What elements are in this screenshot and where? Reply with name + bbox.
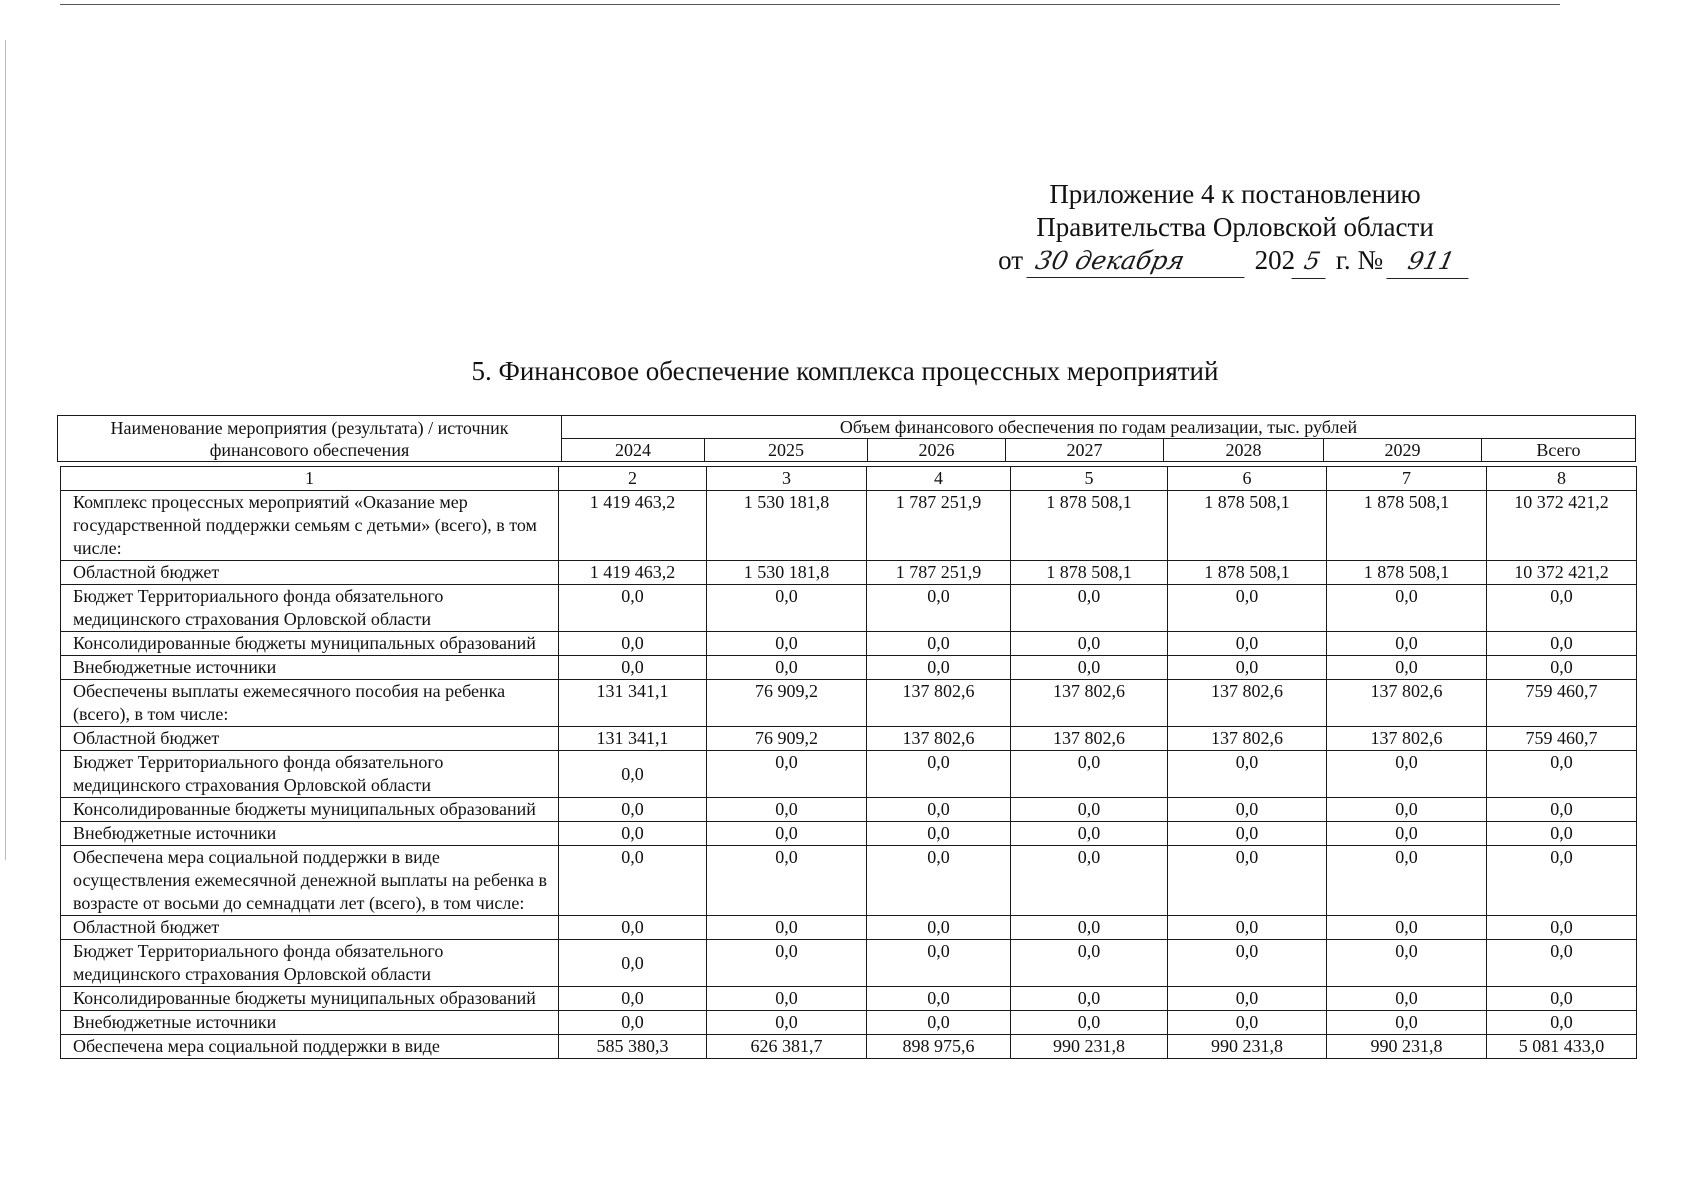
header-year-cell: 2029 bbox=[1324, 439, 1482, 462]
value-cell: 137 802,6 bbox=[1327, 680, 1487, 727]
value-cell: 0,0 bbox=[1487, 822, 1637, 846]
value-cell: 0,0 bbox=[559, 987, 707, 1011]
value-cell: 0,0 bbox=[707, 751, 867, 798]
row-name-cell: Бюджет Территориального фонда обязательного медицинского страхования Орловской области bbox=[61, 585, 559, 632]
column-number-row bbox=[61, 467, 1637, 491]
value-cell: 0,0 bbox=[1011, 916, 1168, 940]
value-cell: 990 231,8 bbox=[1327, 1035, 1487, 1059]
value-cell: 1 530 181,8 bbox=[707, 561, 867, 585]
value-cell: 0,0 bbox=[559, 822, 707, 846]
column-number-cell: 4 bbox=[867, 467, 1011, 491]
value-cell: 0,0 bbox=[559, 751, 707, 798]
value-cell: 0,0 bbox=[1168, 1011, 1327, 1035]
value-cell: 0,0 bbox=[867, 585, 1011, 632]
value-cell: 0,0 bbox=[1011, 585, 1168, 632]
row-name-cell: Консолидированные бюджеты муниципальных образований bbox=[61, 632, 559, 656]
number-prefix: г. № bbox=[1335, 245, 1384, 275]
value-cell: 0,0 bbox=[1487, 798, 1637, 822]
table-row bbox=[61, 940, 1637, 987]
handwritten-date: 30 декабря bbox=[1026, 244, 1251, 278]
value-cell: 0,0 bbox=[707, 940, 867, 987]
column-number-cell: 8 bbox=[1487, 467, 1637, 491]
header-year-cell: 2028 bbox=[1164, 439, 1324, 462]
table-row bbox=[61, 680, 1637, 727]
value-cell: 0,0 bbox=[1487, 585, 1637, 632]
table-row bbox=[61, 1011, 1637, 1035]
value-cell: 0,0 bbox=[1168, 916, 1327, 940]
value-cell: 0,0 bbox=[559, 656, 707, 680]
table-row bbox=[61, 916, 1637, 940]
value-cell: 137 802,6 bbox=[1327, 727, 1487, 751]
value-cell: 0,0 bbox=[1168, 846, 1327, 916]
row-name-cell: Внебюджетные источники bbox=[61, 656, 559, 680]
value-cell: 0,0 bbox=[1011, 822, 1168, 846]
column-number-cell: 5 bbox=[1011, 467, 1168, 491]
value-cell: 0,0 bbox=[707, 1011, 867, 1035]
value-cell: 0,0 bbox=[1011, 940, 1168, 987]
value-cell: 759 460,7 bbox=[1487, 727, 1637, 751]
header-year-cell: Всего bbox=[1482, 439, 1636, 462]
value-cell: 898 975,6 bbox=[867, 1035, 1011, 1059]
value-cell: 0,0 bbox=[867, 632, 1011, 656]
value-cell: 10 372 421,2 bbox=[1487, 561, 1637, 585]
table-row bbox=[61, 822, 1637, 846]
column-number-cell: 6 bbox=[1168, 467, 1327, 491]
value-cell: 990 231,8 bbox=[1168, 1035, 1327, 1059]
value-cell: 1 530 181,8 bbox=[707, 491, 867, 561]
value-cell: 0,0 bbox=[1011, 632, 1168, 656]
scan-edge-left bbox=[5, 40, 6, 860]
table-row bbox=[61, 1035, 1637, 1059]
table-row bbox=[61, 561, 1637, 585]
value-cell: 0,0 bbox=[867, 798, 1011, 822]
value-cell: 0,0 bbox=[1168, 798, 1327, 822]
value-cell: 0,0 bbox=[559, 798, 707, 822]
value-cell: 0,0 bbox=[1487, 751, 1637, 798]
value-cell: 5 081 433,0 bbox=[1487, 1035, 1637, 1059]
value-cell: 1 878 508,1 bbox=[1011, 561, 1168, 585]
handwritten-number: 911 bbox=[1386, 245, 1475, 279]
value-cell: 1 419 463,2 bbox=[559, 491, 707, 561]
value-cell: 137 802,6 bbox=[1011, 727, 1168, 751]
value-cell: 0,0 bbox=[1487, 846, 1637, 916]
section-title-text: 5. Финансовое обеспечение комплекса процессных мероприятий bbox=[471, 356, 1219, 386]
value-cell: 0,0 bbox=[707, 822, 867, 846]
table-row bbox=[61, 846, 1637, 916]
value-cell: 131 341,1 bbox=[559, 680, 707, 727]
data-table bbox=[60, 466, 1637, 1059]
value-cell: 137 802,6 bbox=[867, 680, 1011, 727]
header-name-cell: Наименование мероприятия (результата) / источник финансового обеспечения bbox=[58, 416, 562, 462]
value-cell: 626 381,7 bbox=[707, 1035, 867, 1059]
value-cell: 76 909,2 bbox=[707, 680, 867, 727]
value-cell: 0,0 bbox=[707, 656, 867, 680]
value-cell: 76 909,2 bbox=[707, 727, 867, 751]
value-cell: 0,0 bbox=[1327, 987, 1487, 1011]
value-cell: 0,0 bbox=[1011, 1011, 1168, 1035]
value-cell: 0,0 bbox=[1168, 822, 1327, 846]
value-cell: 0,0 bbox=[1011, 751, 1168, 798]
value-cell: 1 878 508,1 bbox=[1327, 491, 1487, 561]
value-cell: 0,0 bbox=[867, 940, 1011, 987]
header-year-cell: 2025 bbox=[705, 439, 868, 462]
value-cell: 0,0 bbox=[1168, 940, 1327, 987]
value-cell: 759 460,7 bbox=[1487, 680, 1637, 727]
header-volume-cell: Объем финансового обеспечения по годам реализации, тыс. рублей bbox=[562, 416, 1636, 439]
value-cell: 0,0 bbox=[1011, 656, 1168, 680]
value-cell: 0,0 bbox=[1327, 798, 1487, 822]
table-row bbox=[61, 491, 1637, 561]
value-cell: 0,0 bbox=[559, 916, 707, 940]
appendix-block bbox=[990, 178, 1480, 279]
value-cell: 0,0 bbox=[707, 798, 867, 822]
value-cell: 0,0 bbox=[559, 632, 707, 656]
header-year-cell: 2027 bbox=[1006, 439, 1164, 462]
value-cell: 0,0 bbox=[1327, 585, 1487, 632]
value-cell: 585 380,3 bbox=[559, 1035, 707, 1059]
value-cell: 0,0 bbox=[1168, 751, 1327, 798]
value-cell: 0,0 bbox=[1168, 585, 1327, 632]
value-cell: 0,0 bbox=[1487, 916, 1637, 940]
value-cell: 0,0 bbox=[707, 846, 867, 916]
value-cell: 0,0 bbox=[1487, 1011, 1637, 1035]
value-cell: 0,0 bbox=[1327, 940, 1487, 987]
value-cell: 1 787 251,9 bbox=[867, 561, 1011, 585]
table-row bbox=[61, 585, 1637, 632]
value-cell: 0,0 bbox=[1327, 656, 1487, 680]
value-cell: 0,0 bbox=[559, 585, 707, 632]
row-name-cell: Внебюджетные источники bbox=[61, 822, 559, 846]
value-cell: 137 802,6 bbox=[1011, 680, 1168, 727]
value-cell: 137 802,6 bbox=[1168, 727, 1327, 751]
value-cell: 0,0 bbox=[707, 585, 867, 632]
value-cell: 0,0 bbox=[1168, 656, 1327, 680]
value-cell: 0,0 bbox=[1327, 751, 1487, 798]
value-cell: 0,0 bbox=[1327, 1011, 1487, 1035]
value-cell: 0,0 bbox=[1011, 798, 1168, 822]
table-row bbox=[61, 727, 1637, 751]
header-year-cell: 2026 bbox=[868, 439, 1006, 462]
handwritten-year: 5 bbox=[1291, 245, 1332, 279]
value-cell: 1 878 508,1 bbox=[1168, 561, 1327, 585]
value-cell: 10 372 421,2 bbox=[1487, 491, 1637, 561]
value-cell: 131 341,1 bbox=[559, 727, 707, 751]
value-cell: 0,0 bbox=[559, 940, 707, 987]
row-name-cell: Областной бюджет bbox=[61, 561, 559, 585]
value-cell: 0,0 bbox=[707, 987, 867, 1011]
value-cell: 0,0 bbox=[1011, 987, 1168, 1011]
value-cell: 0,0 bbox=[1168, 987, 1327, 1011]
column-number-cell: 1 bbox=[61, 467, 559, 491]
value-cell: 0,0 bbox=[707, 632, 867, 656]
appendix-date-line bbox=[990, 244, 1480, 279]
row-name-cell: Обеспечены выплаты ежемесячного пособия на ребенка (всего), в том числе: bbox=[61, 680, 559, 727]
value-cell: 1 878 508,1 bbox=[1011, 491, 1168, 561]
row-name-cell: Обеспечена мера социальной поддержки в виде осуществления ежемесячной денежной выплаты на ребенка в возрасте от восьми до семнадцати лет (всего), в том числе: bbox=[61, 846, 559, 916]
value-cell: 0,0 bbox=[1487, 656, 1637, 680]
value-cell: 0,0 bbox=[867, 656, 1011, 680]
value-cell: 0,0 bbox=[559, 1011, 707, 1035]
table-row bbox=[61, 798, 1637, 822]
table-row bbox=[61, 632, 1637, 656]
column-number-cell: 2 bbox=[559, 467, 707, 491]
value-cell: 990 231,8 bbox=[1011, 1035, 1168, 1059]
value-cell: 0,0 bbox=[1327, 632, 1487, 656]
value-cell: 0,0 bbox=[1327, 916, 1487, 940]
value-cell: 0,0 bbox=[707, 916, 867, 940]
value-cell: 0,0 bbox=[1327, 822, 1487, 846]
appendix-line-2: Правительства Орловской области bbox=[1036, 212, 1434, 242]
column-number-cell: 3 bbox=[707, 467, 867, 491]
value-cell: 0,0 bbox=[1487, 632, 1637, 656]
section-title bbox=[0, 356, 1706, 387]
table-row bbox=[61, 656, 1637, 680]
column-number-cell: 7 bbox=[1327, 467, 1487, 491]
value-cell: 0,0 bbox=[867, 987, 1011, 1011]
value-cell: 0,0 bbox=[559, 846, 707, 916]
row-name-cell: Консолидированные бюджеты муниципальных образований bbox=[61, 798, 559, 822]
scan-edge-line bbox=[60, 4, 1560, 5]
value-cell: 0,0 bbox=[867, 916, 1011, 940]
value-cell: 0,0 bbox=[867, 1011, 1011, 1035]
year-prefix: 202 bbox=[1254, 245, 1296, 275]
value-cell: 1 419 463,2 bbox=[559, 561, 707, 585]
row-name-cell: Бюджет Территориального фонда обязательного медицинского страхования Орловской области bbox=[61, 751, 559, 798]
value-cell: 0,0 bbox=[1327, 846, 1487, 916]
row-name-cell: Областной бюджет bbox=[61, 727, 559, 751]
from-prefix: от bbox=[998, 245, 1024, 275]
row-name-cell: Областной бюджет bbox=[61, 916, 559, 940]
value-cell: 0,0 bbox=[1487, 940, 1637, 987]
table-row bbox=[61, 751, 1637, 798]
row-name-cell: Консолидированные бюджеты муниципальных образований bbox=[61, 987, 559, 1011]
header-year-cell: 2024 bbox=[562, 439, 705, 462]
value-cell: 1 878 508,1 bbox=[1327, 561, 1487, 585]
table-header bbox=[57, 415, 1636, 462]
data-table-body bbox=[61, 467, 1637, 1059]
value-cell: 0,0 bbox=[867, 846, 1011, 916]
value-cell: 1 878 508,1 bbox=[1168, 491, 1327, 561]
value-cell: 137 802,6 bbox=[867, 727, 1011, 751]
value-cell: 0,0 bbox=[867, 751, 1011, 798]
value-cell: 0,0 bbox=[1168, 632, 1327, 656]
row-name-cell: Бюджет Территориального фонда обязательного медицинского страхования Орловской области bbox=[61, 940, 559, 987]
value-cell: 0,0 bbox=[867, 822, 1011, 846]
table-row bbox=[61, 987, 1637, 1011]
appendix-line-1: Приложение 4 к постановлению bbox=[1049, 179, 1421, 209]
row-name-cell: Обеспечена мера социальной поддержки в виде bbox=[61, 1035, 559, 1059]
value-cell: 137 802,6 bbox=[1168, 680, 1327, 727]
row-name-cell: Внебюджетные источники bbox=[61, 1011, 559, 1035]
value-cell: 1 787 251,9 bbox=[867, 491, 1011, 561]
value-cell: 0,0 bbox=[1487, 987, 1637, 1011]
value-cell: 0,0 bbox=[1011, 846, 1168, 916]
row-name-cell: Комплекс процессных мероприятий «Оказание мер государственной поддержки семьям с детьми» (всего), в том числе: bbox=[61, 491, 559, 561]
